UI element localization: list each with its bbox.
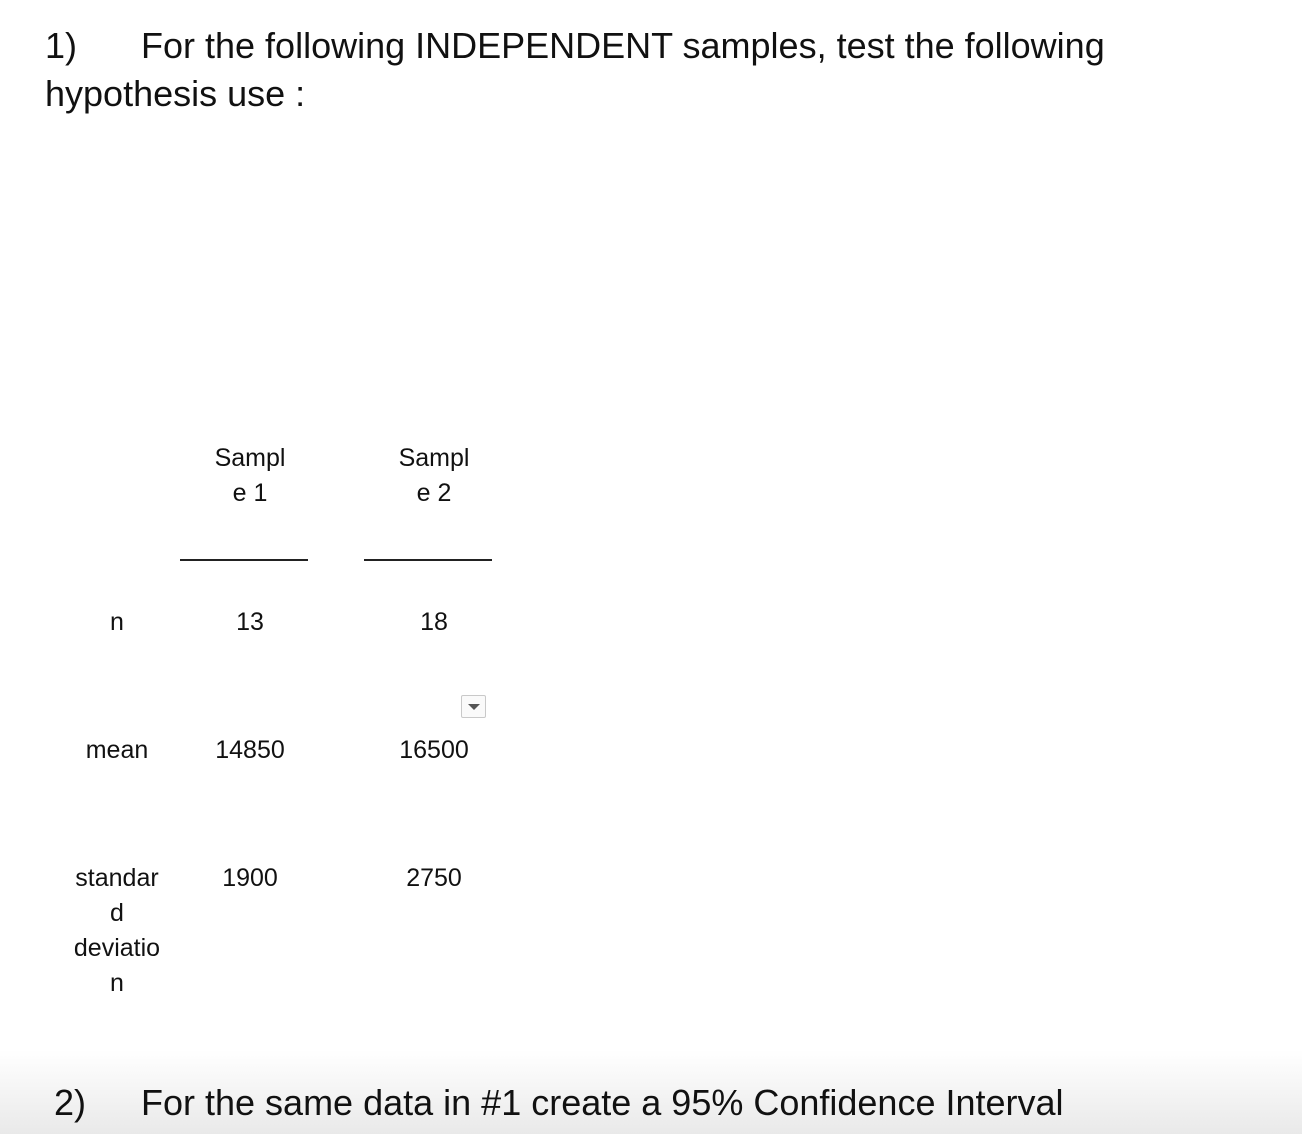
row-label-n xyxy=(67,605,167,640)
cell-n-sample-1: 13 xyxy=(236,608,264,636)
row-label-mean xyxy=(67,733,167,768)
dropdown-button[interactable] xyxy=(461,695,486,718)
cell-mean-sample-2: 16500 xyxy=(399,736,469,764)
cell-n-sample-2: 18 xyxy=(420,608,448,636)
row-label-mean-line-1: mean xyxy=(85,736,149,764)
question-1-line-1: For the following INDEPENDENT samples, test the following xyxy=(141,25,1105,66)
cell-mean-sample-1: 14850 xyxy=(215,736,285,764)
row-label-sd-line-4: n xyxy=(110,969,124,997)
column-header-sample-1-line-2: e 1 xyxy=(232,479,268,507)
row-label-standard-deviation xyxy=(67,861,167,1001)
column-header-sample-1-line-1: Sampl xyxy=(214,444,286,472)
question-2-text: For the same data in #1 create a 95% Confidence Interval xyxy=(141,1082,1064,1123)
column-header-sample-2-line-2: e 2 xyxy=(416,479,452,507)
column-underline-sample-1 xyxy=(180,559,308,561)
row-label-n-line-1: n xyxy=(110,608,124,636)
column-header-sample-2-line-1: Sampl xyxy=(398,444,470,472)
column-header-sample-2 xyxy=(374,441,494,511)
cell-sd-sample-2: 2750 xyxy=(406,864,462,892)
row-label-sd-line-1: standar xyxy=(75,864,159,892)
question-1-number: 1) xyxy=(45,25,78,66)
dropdown-arrow-icon xyxy=(468,704,480,710)
row-label-sd-line-2: d xyxy=(110,899,124,927)
column-underline-sample-2 xyxy=(364,559,492,561)
question-2-number: 2) xyxy=(54,1082,87,1123)
row-label-sd-line-3: deviatio xyxy=(73,934,161,962)
question-1-line-2: hypothesis use : xyxy=(45,73,306,114)
column-header-sample-1 xyxy=(190,441,310,511)
cell-sd-sample-1: 1900 xyxy=(222,864,278,892)
